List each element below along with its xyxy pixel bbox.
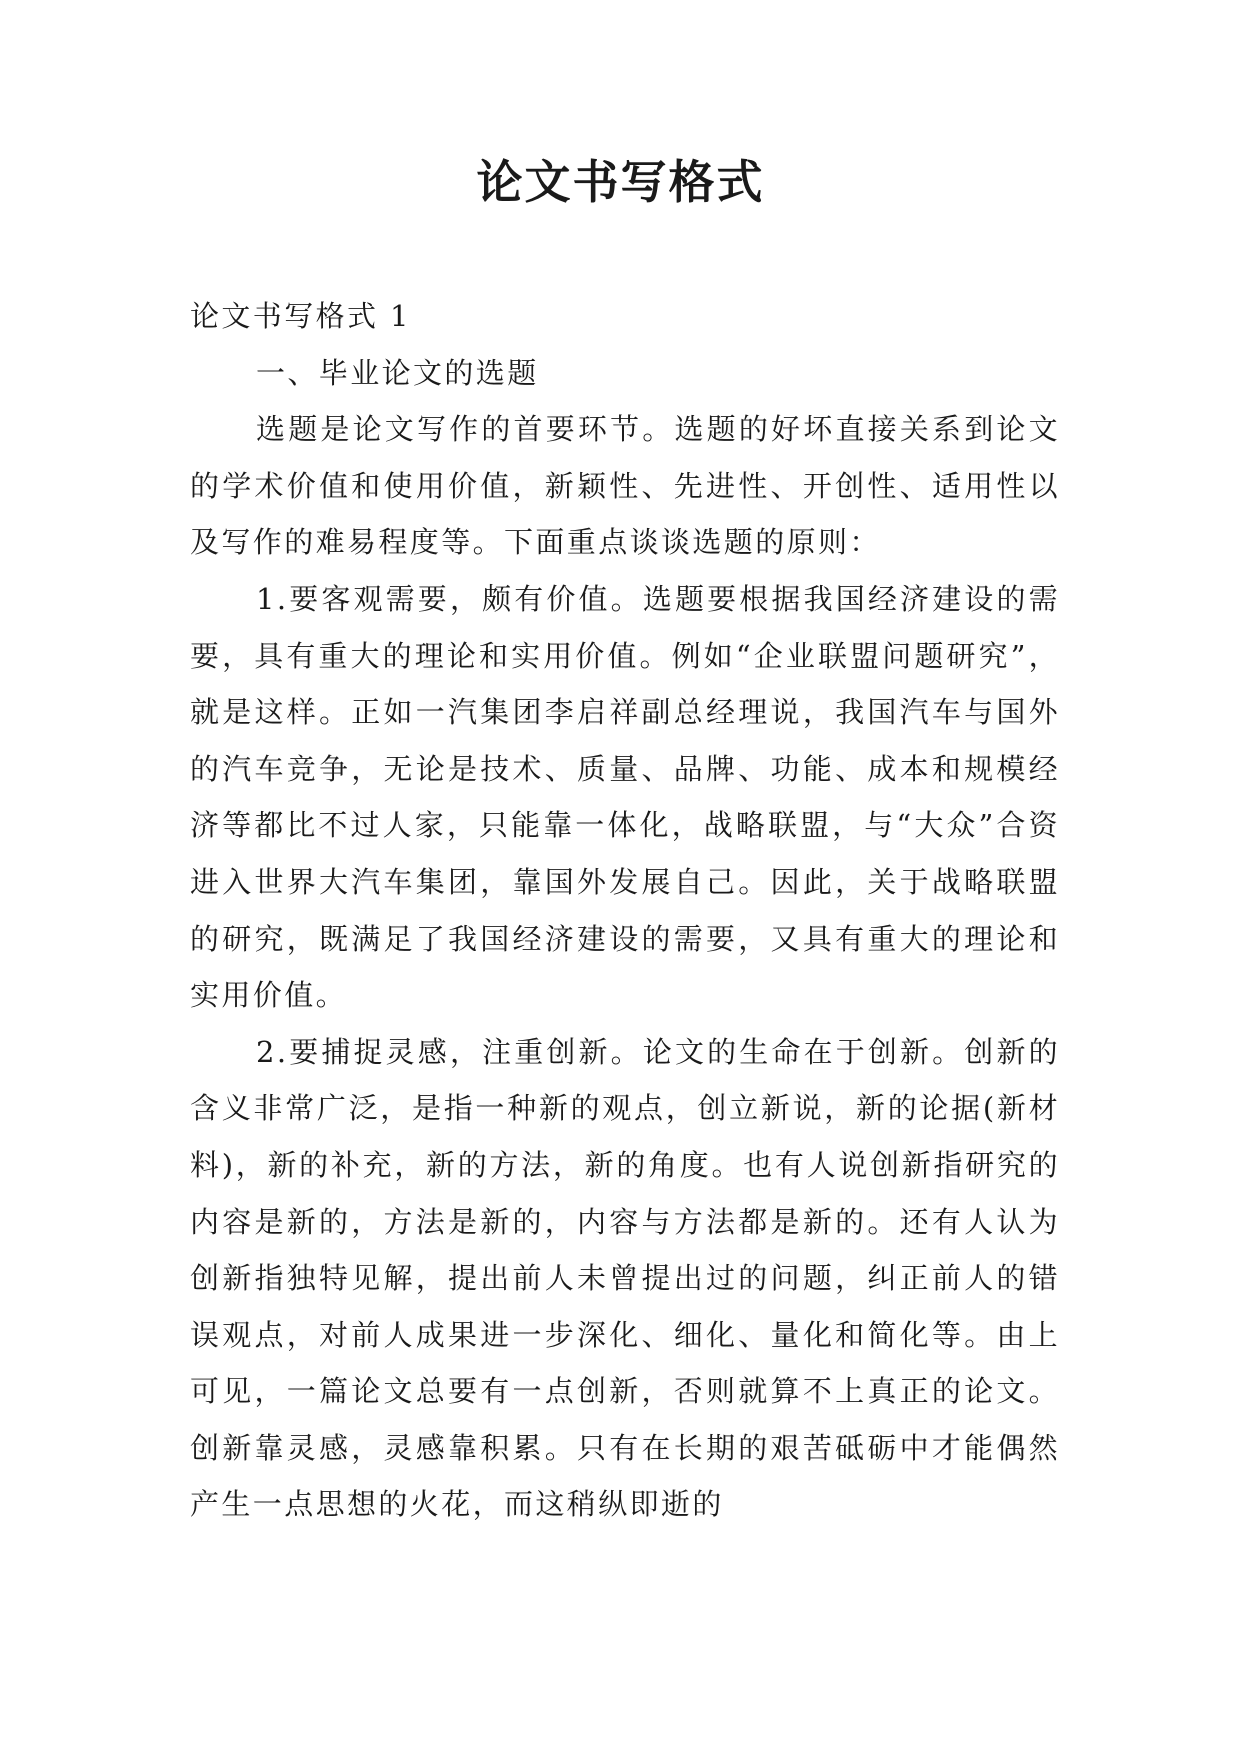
paragraph: 2.要捕捉灵感，注重创新。论文的生命在于创新。创新的含义非常广泛，是指一种新的观点，创立新说，新的论据(新材料)，新的补充，新的方法，新的角度。也有人说创新指研究的内容是新的，方法是新的，内容与方法都是新的。还有人认为创新指独特见解，提出前人未曾提出过的问题，纠正前人的错误观点，对前人成果进一步深化、细化、量化和简化等。由上可见，一篇论文总要有一点创新，否则就算不上真正的论文。创新靠灵感，灵感靠积累。只有在长期的艰苦砥砺中才能偶然产生一点思想的火花，而这稍纵即逝的: [190, 1034, 1060, 1522]
page-title: 论文书写格式: [476, 155, 765, 209]
paragraph: 选题是论文写作的首要环节。选题的好坏直接关系到论文的学术价值和使用价值，新颖性、先进性、开创性、适用性以及写作的难易程度等。下面重点谈谈选题的原则：: [190, 412, 1060, 560]
section-heading: 论文书写格式 1: [190, 299, 411, 333]
document-body: [190, 288, 1060, 1533]
paragraph: 1.要客观需要，颇有价值。选题要根据我国经济建设的需要，具有重大的理论和实用价值。例如“企业联盟问题研究”，就是这样。正如一汽集团李启祥副总经理说，我国汽车与国外的汽车竞争，无论是技术、质量、品牌、功能、成本和规模经济等都比不过人家，只能靠一体化，战略联盟，与“大众”合资进入世界大汽车集团，靠国外发展自己。因此，关于战略联盟的研究，既满足了我国经济建设的需要，又具有重大的理论和实用价值。: [190, 581, 1060, 1013]
subsection-heading: 一、毕业论文的选题: [256, 355, 539, 390]
